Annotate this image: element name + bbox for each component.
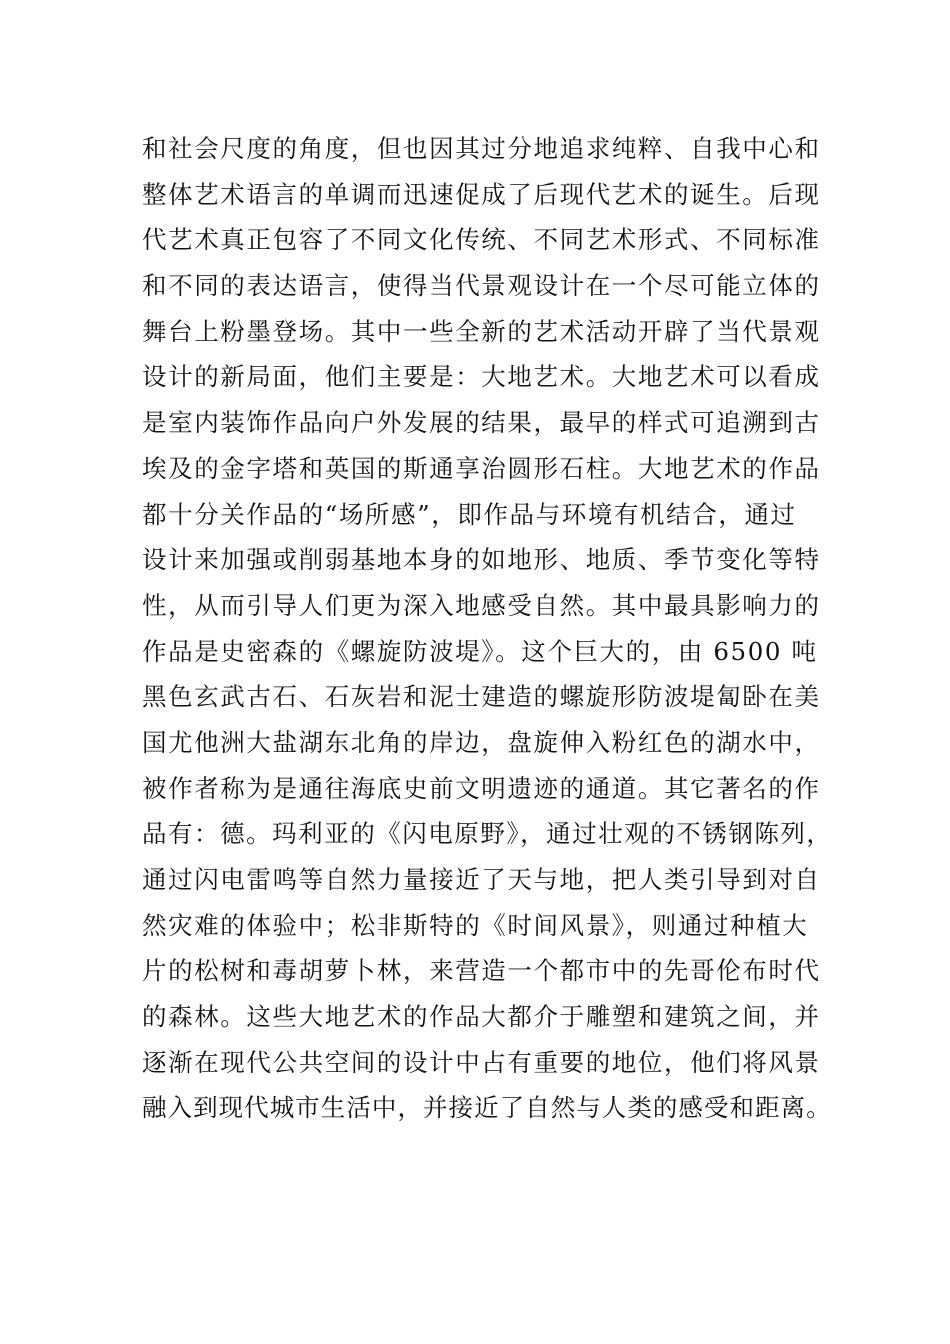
text-line: 作品是史密森的《螺旋防波堤》。这个巨大的，由 6500 吨 [142,636,818,666]
text-line: 是室内装饰作品向户外发展的结果，最早的样式可追溯到古 [142,408,821,438]
text-line: 埃及的金字塔和英国的斯通享治圆形石柱。大地艺术的作品 [142,453,821,483]
text-line: 然灾难的体验中；松非斯特的《时间风景》，则通过种植大 [142,910,809,940]
text-line: 性，从而引导人们更为深入地感受自然。其中最具影响力的 [142,590,821,620]
text-line: 通过闪电雷鸣等自然力量接近了天与地，把人类引导到对自 [142,865,821,894]
text-line: 逐渐在现代公共空间的设计中占有重要的地位，他们将风景 [142,1047,821,1077]
text-line: 舞台上粉墨登场。其中一些全新的艺术活动开辟了当代景观 [142,316,821,346]
text-line: 黑色玄武古石、石灰岩和泥士建造的螺旋形防波堤匐卧在美 [142,682,821,712]
text-line: 和社会尺度的角度，但也因其过分地追求纯粹、自我中心和 [142,134,821,163]
text-line: 融入到现代城市生活中，并接近了自然与人类的感受和距离。 [142,1093,832,1123]
text-line: 片的松树和毒胡萝卜林，来营造一个都市中的先哥伦布时代 [142,956,821,986]
text-line: 和不同的表达语言，使得当代景观设计在一个尽可能立体的 [142,271,821,301]
text-line: 代艺术真正包容了不同文化传统、不同艺术形式、不同标准 [142,225,821,255]
text-line: 设计的新局面，他们主要是：大地艺术。大地艺术可以看成 [142,362,821,392]
text-line: 的森林。这些大地艺术的作品大都介于雕塑和建筑之间，并 [142,1002,821,1032]
text-line: 都十分关作品的“场所感”，即作品与环境有机结合，通过 [142,499,797,529]
body-paragraph [142,126,832,1131]
text-line: 品有：德。玛利亚的《闪电原野》，通过壮观的不锈钢陈列， [142,819,833,849]
text-line: 国尤他洲大盐湖东北角的岸边，盘旋伸入粉红色的湖水中， [142,727,821,757]
text-line: 被作者称为是通往海底史前文明遗迹的通道。其它著名的作 [142,773,821,803]
text-line: 设计来加强或削弱基地本身的如地形、地质、季节变化等特 [142,545,821,575]
text-line: 整体艺术语言的单调而迅速促成了后现代艺术的诞生。后现 [142,179,821,209]
